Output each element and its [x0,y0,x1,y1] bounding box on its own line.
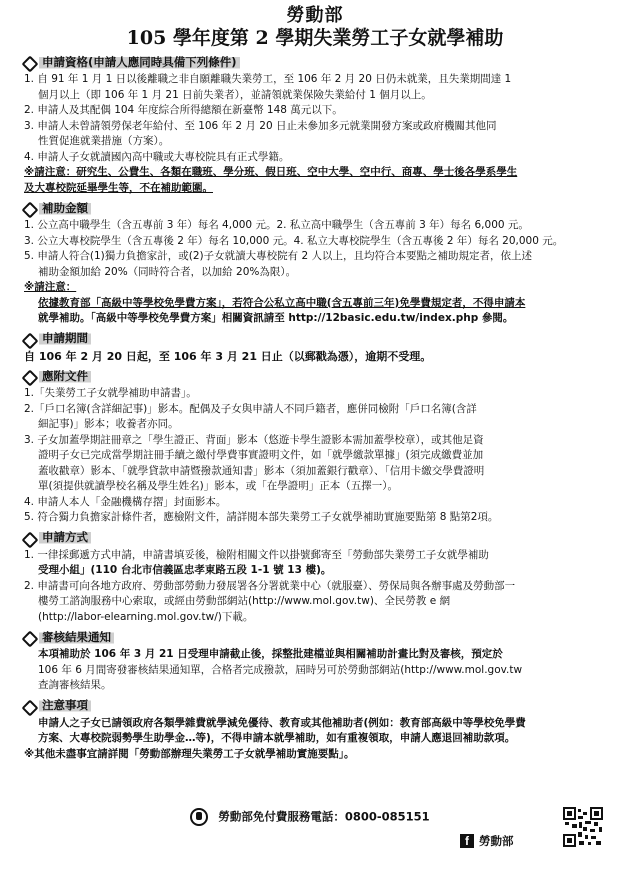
diamond-bullet-icon [24,532,36,544]
notes-line: 方案、大專校院弱勢學生助學金…等)，不得申請本就學補助，如有重複領取，申請人應退回補助款項。 [38,732,516,744]
diamond-bullet-icon [24,631,36,643]
amount-line: 補助金額加給 20%（同時符合者，以加給 20%為限）。 [38,265,297,278]
heading-method: 申請方式 [24,530,91,545]
documents-line: 蓋收戳章）影本、「就學貸款申請暨撥款通知書」影本（須加蓋銀行戳章）、「信用卡繳交學費證明 [38,464,485,477]
documents-line: 2.「戶口名簿(含詳細記事)」影本。配偶及子女與申請人不同戶籍者，應併同檢附「戶口名簿(含詳 [24,402,477,415]
notes-footer-note: ※其他未盡事宜請詳閱「勞動部辦理失業勞工子女就學補助實施要點」。 [24,747,355,760]
documents-line: 3. 子女加蓋學期註冊章之「學生證正、背面」影本（悠遊卡學生證影本需加蓋學校章），或其他足資 [24,433,484,446]
review-line: 106 年 6 月間寄發審核結果通知單，合格者完成撥款，屆時另可於勞動部網站(http://www.mol.gov.tw [38,663,523,676]
documents-line: 單(須提供就讀學校名稱及學生姓名)」影本，或「在學證明」正本（五擇一）。 [38,480,398,492]
amount-note: 依據教育部「高級中等學校免學費方案」，若符合公私立高中職(含五專前三年)免學費規定者，不得申請本 [38,296,526,309]
diamond-bullet-icon [24,700,36,712]
review-line: 查詢審核結果。 [38,679,112,691]
eligibility-note: 及大專校院延畢學生等，不在補助範圍。 [24,181,213,194]
method-line: 樓勞工諮詢服務中心索取，或經由勞動部網站(http://www.mol.gov.tw)、全民勞教 e 網 [38,595,451,607]
amount-line: 5. 申請人符合(1)獨力負擔家計，或(2)子女就讀大專校院有 2 人以上，且均符合本要點之補助規定者，依上述 [24,250,532,262]
section-period [24,330,606,365]
documents-line: 4. 申請人本人「金融機構存摺」封面影本。 [24,495,227,508]
section-review [24,628,606,694]
facebook-label: 勞動部 [479,834,514,848]
diamond-bullet-icon [24,56,36,68]
eligibility-line: 性質促進就業措施（方案）。 [38,135,170,147]
page-title: 105 學年度第 2 學期失業勞工子女就學補助 [126,27,504,49]
method-line: 2. 申請書可向各地方政府、勞動部勞動力發展署各分署就業中心（就服臺）、勞保局與各辦事處及勞動部一 [24,579,516,592]
method-line: 1. 一律採郵遞方式申請，申請書填妥後，檢附相關文件以掛號郵寄至「勞動部失業勞工子女就學補助 [24,548,489,561]
section-notes [24,697,606,763]
heading-eligibility: 申請資格(申請人應同時具備下列條件) [24,55,240,70]
method-line: (http://labor-elearning.mol.gov.tw/)下載。 [38,610,254,623]
ministry-logo-icon [190,808,208,826]
heading-amount: 補助金額 [24,201,91,216]
amount-note-heading: ※請注意： [24,281,77,293]
diamond-bullet-icon [24,333,36,345]
section-documents [24,367,606,526]
amount-line: 1. 公立高中職學生（含五專前 3 年）每名 4,000 元。2. 私立高中職學生（含五專前 3 年）每名 6,000 元。 [24,219,529,231]
heading-period: 申請期間 [24,331,91,346]
heading-notes: 注意事項 [24,698,91,713]
eligibility-line: 3. 申請人未曾請領勞保老年給付、至 106 年 2 月 20 日止未參加多元就業開發方案或政府機關其他同 [24,119,497,132]
diamond-bullet-icon [24,202,36,214]
facebook-icon: f [460,834,474,848]
amount-line: 3. 公立大專校院學生（含五專後 2 年）每名 10,000 元。4. 私立大專校院學生（含五專後 2 年）每名 20,000 元。 [24,234,564,247]
eligibility-line: 4. 申請人子女就讀國內高中職或大專校院具有正式學籍。 [24,150,290,163]
documents-line: 證明子女已完成當學期註冊手續之繳付學費事實證明文件，如「就學繳款單據」(須完成繳費並加 [38,449,484,461]
documents-line: 5. 符合獨力負擔家計條件者，應檢附文件，請詳閱本部失業勞工子女就學補助實施要點第 8 點第2項。 [24,511,499,523]
documents-line: 1.「失業勞工子女就學補助申請書」。 [24,387,197,399]
phone-label: 勞動部免付費服務電話：0800-085151 [218,809,430,824]
facebook-badge[interactable] [460,833,514,849]
section-method [24,529,606,626]
diamond-bullet-icon [24,370,36,382]
eligibility-line: 個月以上（即 106 年 1 月 21 日前失業者），並請領就業保險失業給付 1 個月以上。 [38,88,432,101]
amount-note: 就學補助。「高級中等學校免學費方案」相關資訊請至 http://12basic.edu.tw/index.php 參閱。 [38,312,514,324]
review-line: 本項補助於 106 年 3 月 21 日受理申請截止後，採整批建檔並與相關補助計畫比對及審核，預定於 [38,648,503,660]
section-eligibility [24,53,606,196]
footer-phone [0,808,620,826]
heading-review: 審核結果通知 [24,630,114,645]
period-line: 自 106 年 2 月 20 日起，至 106 年 3 月 21 日止（以郵戳為憑），逾期不受理。 [24,349,432,363]
qr-code-icon[interactable] [563,807,603,847]
organization-title: 勞動部 [286,5,344,26]
documents-line: 細記事)」影本；收養者亦同。 [38,418,179,430]
eligibility-note: ※請注意：研究生、公費生、各類在職班、學分班、假日班、空中大學、空中行、商專、學士後各學系學生 [24,166,518,178]
section-amount [24,199,606,327]
method-line: 受理小組」(110 台北市信義區忠孝東路五段 1-1 號 13 樓)。 [38,564,332,576]
heading-documents: 應附文件 [24,369,91,384]
eligibility-line: 1. 自 91 年 1 月 1 日以後離職之非自願離職失業勞工，至 106 年 2 月 20 日仍未就業，且失業期間達 1 [24,73,512,85]
eligibility-line: 2. 申請人及其配偶 104 年度綜合所得總額在新臺幣 148 萬元以下。 [24,104,343,116]
notes-line: 申請人之子女已請領政府各類學雜費就學減免優待、教育或其他補助者(例如：教育部高級中等學校免學費 [38,716,526,729]
